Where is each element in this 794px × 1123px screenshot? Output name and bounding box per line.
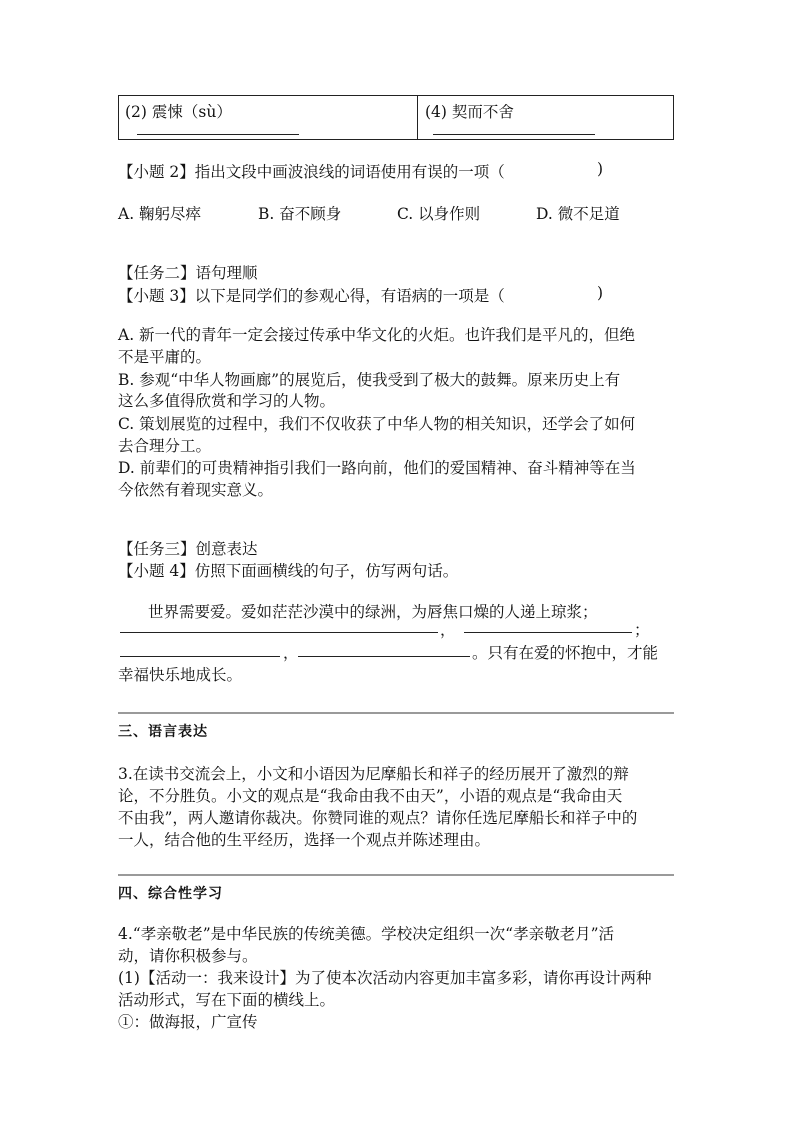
task2-title: 【任务二】语句理顺 <box>118 264 258 282</box>
section4-line: 动，请你积极参与。 <box>118 947 258 965</box>
q4-tail: 。只有在爱的怀抱中，才能 <box>472 644 659 662</box>
q3-prompt: 【小题 3】以下是同学们的参观心得，有语病的一项是（ <box>118 287 505 305</box>
section3-line: 3.在读书交流会上，小文和小语因为尼摩船长和祥子的经历展开了激烈的辩 <box>118 765 629 783</box>
q2-prompt: 【小题 2】指出文段中画波浪线的词语使用有误的一项（ <box>118 163 505 181</box>
q3-line: 今依然有着现实意义。 <box>118 481 274 499</box>
q3-line: 去合理分工。 <box>118 437 212 455</box>
q3-line: 这么多值得欣赏和学习的人物。 <box>118 392 336 410</box>
section-divider <box>118 712 674 714</box>
imitation-blank-1[interactable] <box>120 632 438 633</box>
section4-line: ①：做海报，广宣传 <box>118 1013 258 1031</box>
section3-heading: 三、语言表达 <box>118 724 208 740</box>
comma-1: ， <box>440 621 456 639</box>
q2-close-paren: ) <box>597 160 604 178</box>
q4-model-sentence: 世界需要爱。爱如茫茫沙漠中的绿洲，为唇焦口燥的人递上琼浆； <box>148 603 598 621</box>
q4-last-line: 幸福快乐地成长。 <box>118 666 243 684</box>
q4-prompt: 【小题 4】仿照下面画横线的句子，仿写两句话。 <box>118 562 459 580</box>
answer-blank-2[interactable] <box>137 134 299 135</box>
q2-option-b: B. 奋不顾身 <box>258 205 342 223</box>
section4-line: 4.“孝亲敬老”是中华民族的传统美德。学校决定组织一次“孝亲敬老月”活 <box>118 925 614 943</box>
task3-title: 【任务三】创意表达 <box>118 540 258 558</box>
section4-line: (1)【活动一：我来设计】为了使本次活动内容更加丰富多彩，请你再设计两种 <box>118 969 652 987</box>
q3-line: A. 新一代的青年一定会接过传承中华文化的火炬。也许我们是平凡的，但绝 <box>118 326 636 344</box>
q3-line: C. 策划展览的过程中，我们不仅收获了中华人物的相关知识，还学会了如何 <box>118 415 636 433</box>
section3-line: 一人，结合他的生平经历，选择一个观点并陈述理由。 <box>118 831 491 849</box>
q2-option-a: A. 鞠躬尽瘁 <box>118 205 202 223</box>
section-divider <box>118 874 674 876</box>
table-divider <box>417 96 418 139</box>
section3-line: 不由我”，两人邀请你裁决。你赞同谁的观点？请你任选尼摩船长和祥子中的 <box>118 809 638 827</box>
answer-blank-4[interactable] <box>433 134 595 135</box>
comma-2: ， <box>283 644 299 662</box>
q2-option-c: C. 以身作则 <box>397 205 481 223</box>
semicolon: ； <box>634 621 650 639</box>
q3-line: D. 前辈们的可贵精神指引我们一路向前，他们的爱国精神、奋斗精神等在当 <box>118 459 636 477</box>
q3-close-paren: ) <box>597 284 604 302</box>
imitation-blank-2[interactable] <box>464 632 632 633</box>
imitation-blank-4[interactable] <box>298 656 470 657</box>
imitation-blank-3[interactable] <box>120 656 280 657</box>
table-cell-right: (4) 契而不舍 <box>425 103 514 121</box>
q3-line: B. 参观“中华人物画廊”的展览后，使我受到了极大的鼓舞。原来历史上有 <box>118 371 621 389</box>
section4-line: 活动形式，写在下面的横线上。 <box>118 991 336 1009</box>
q3-line: 不是平庸的。 <box>118 348 212 366</box>
q2-option-d: D. 微不足道 <box>536 205 620 223</box>
section4-heading: 四、综合性学习 <box>118 886 223 902</box>
table-cell-left: (2) 震悚（sù） <box>125 103 232 121</box>
vocab-table <box>118 95 674 140</box>
section3-line: 论，不分胜负。小文的观点是“我命由我不由天”，小语的观点是“我命由天 <box>118 787 623 805</box>
